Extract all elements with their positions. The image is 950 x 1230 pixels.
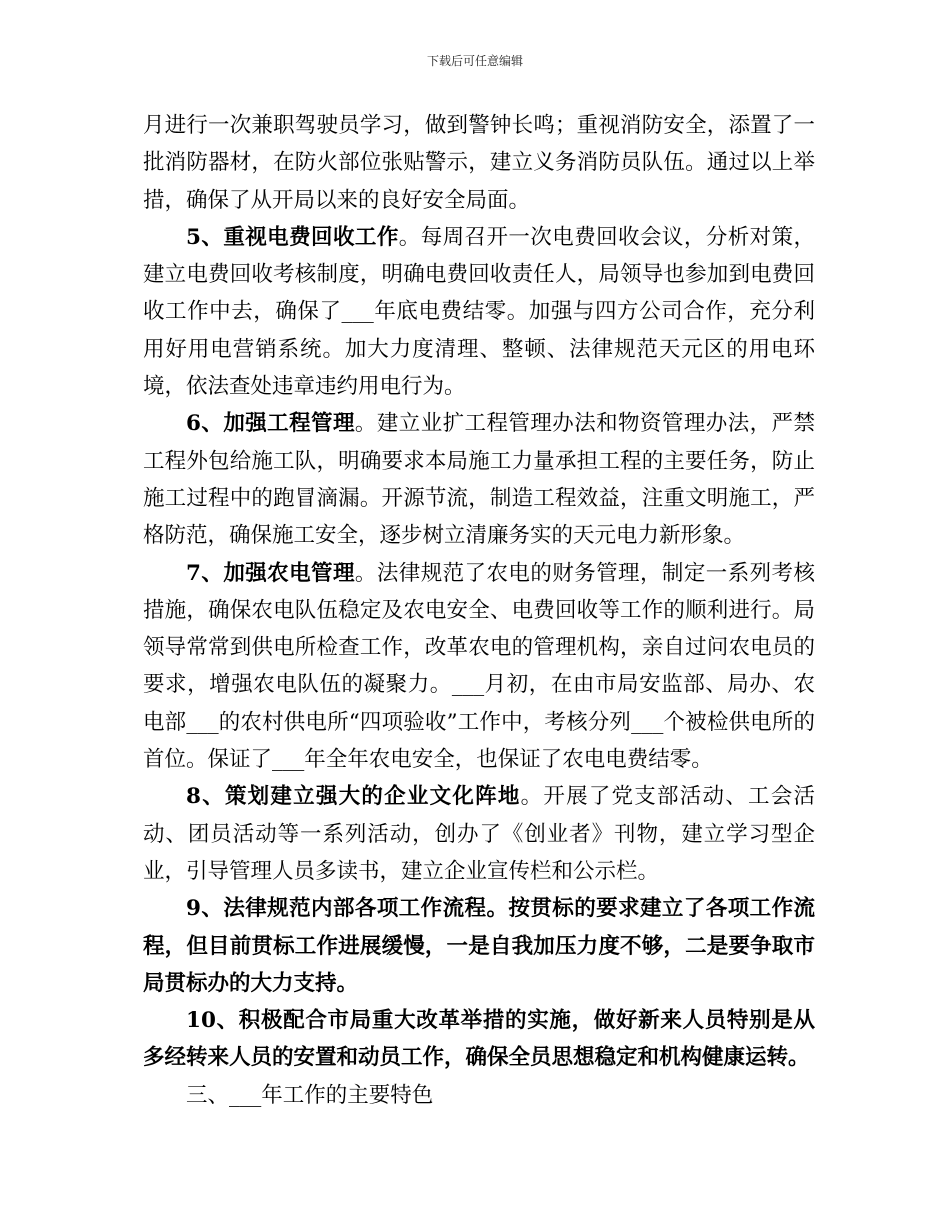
paragraph-item-7 bbox=[143, 555, 815, 779]
paragraph-item-10 bbox=[143, 1002, 815, 1077]
paragraph-body: 。每周召开一次电费回收会议，分析对策，建立电费回收考核制度，明确电费回收责任人，局领导也参加到电费回收工作中去，确保了___年底电费结零。加强与四方公司合作，充分利用好用电营销系统。加大力度清理、整顿、法律规范天元区的用电环境，依法查处违章违约用电行为。 bbox=[143, 224, 815, 400]
item-heading: 6、加强工程管理 bbox=[186, 411, 355, 437]
item-heading: 8、策划建立强大的企业文化阵地 bbox=[186, 784, 521, 810]
paragraph-item-6 bbox=[143, 405, 815, 554]
paragraph-body: 。建立业扩工程管理办法和物资管理办法，严禁工程外包给施工队，明确要求本局施工力量承担工程的主要任务，防止施工过程中的跑冒滴漏。开源节流，制造工程效益，注重文明施工，严格防范，确保施工安全，逐步树立清廉务实的天元电力新形象。 bbox=[143, 411, 815, 549]
item-heading: 10、积极配合市局重大改革举措的实施，做好新来人员特别是从多经转来人员的安置和动员工作，确保全员思想稳定和机构健康运转。 bbox=[143, 1008, 815, 1071]
paragraph-safety-continued bbox=[143, 107, 815, 219]
item-heading: 9、法律规范内部各项工作流程。按贯标的要求建立了各项工作流程，但目前贯标工作进展缓慢，一是自我加压力度不够，二是要争取市局贯标办的大力支持。 bbox=[143, 896, 815, 996]
paragraph-item-5 bbox=[143, 219, 815, 405]
paragraph-item-9 bbox=[143, 890, 815, 1002]
paragraph-item-8 bbox=[143, 778, 815, 890]
section-heading-text: 三、___年工作的主要特色 bbox=[186, 1082, 434, 1108]
item-heading: 5、重视电费回收工作 bbox=[186, 224, 399, 250]
page-header: 下载后可任意编辑 bbox=[426, 54, 523, 68]
paragraph-body: 月进行一次兼职驾驶员学习，做到警钟长鸣；重视消防安全，添置了一批消防器材，在防火部位张贴警示，建立义务消防员队伍。通过以上举措，确保了从开局以来的良好安全局面。 bbox=[143, 113, 815, 213]
paragraph-body: 。法律规范了农电的财务管理，制定一系列考核措施，确保农电队伍稳定及农电安全、电费回收等工作的顺利进行。局领导常常到供电所检查工作，改革农电的管理机构，亲自过问农电员的要求，增强农电队伍的凝聚力。___月初，在由市局安监部、局办、农电部___的农村供电所“四项验收”工作中，考核分列___个被检供电所的首位。保证了___年全年农电安全，也保证了农电电费结零。 bbox=[143, 560, 815, 773]
section-heading-3 bbox=[143, 1077, 815, 1114]
paragraph-body: 。开展了党支部活动、工会活动、团员活动等一系列活动，创办了《创业者》刊物，建立学习型企业，引导管理人员多读书，建立企业宣传栏和公示栏。 bbox=[143, 784, 815, 884]
item-heading: 7、加强农电管理 bbox=[186, 560, 355, 586]
document-body bbox=[143, 107, 815, 1114]
